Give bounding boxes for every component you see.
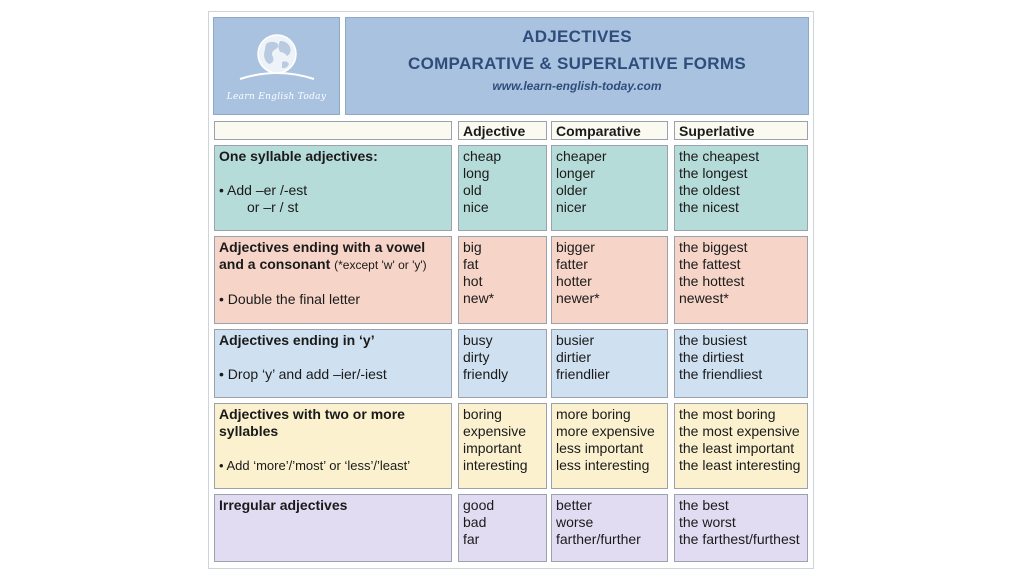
rule-text: • Drop ‘y’ and add –ier/-iest <box>219 366 387 382</box>
word: the best <box>679 497 729 513</box>
comparative-cell <box>551 329 668 398</box>
word: important <box>463 440 522 456</box>
comparative-cell <box>551 145 668 231</box>
word: nice <box>463 199 489 215</box>
adjective-cell <box>458 329 547 398</box>
word: hotter <box>556 273 592 289</box>
word: busier <box>556 332 595 348</box>
header-adjective: Adjective <box>458 121 547 140</box>
comparative-cell <box>551 494 668 562</box>
word: more expensive <box>556 423 655 439</box>
word: the busiest <box>679 332 747 348</box>
title-banner <box>345 17 809 115</box>
superlative-cell <box>674 494 808 562</box>
rule-text: • Add ‘more’/’most’ or ‘less’/’least’ <box>219 458 411 473</box>
word: friendlier <box>556 366 610 382</box>
word: bigger <box>556 239 595 255</box>
rule-label: Adjectives ending with a vowel <box>219 239 426 255</box>
rule-text: • Double the final letter <box>219 291 361 307</box>
superlative-cell <box>674 236 808 324</box>
rule-label: and a consonant <box>219 256 331 272</box>
comparative-cell <box>551 403 668 489</box>
word: fat <box>463 256 479 272</box>
word: friendly <box>463 366 509 382</box>
word: the farthest/furthest <box>679 531 800 547</box>
rule-label: Adjectives with two or more <box>219 406 405 422</box>
word: older <box>556 182 588 198</box>
word: the oldest <box>679 182 740 198</box>
page-subtitle: COMPARATIVE & SUPERLATIVE FORMS <box>408 54 746 73</box>
rule-label: Adjectives ending in ‘y’ <box>219 332 375 348</box>
word: the fattest <box>679 256 741 272</box>
word: big <box>463 239 482 255</box>
superlative-cell <box>674 403 808 489</box>
page-title: ADJECTIVES <box>522 27 632 46</box>
word: cheap <box>463 148 502 164</box>
word: the dirtiest <box>679 349 744 365</box>
rule-cell-one-syllable <box>214 145 452 231</box>
word: the least important <box>679 440 795 456</box>
word: nicer <box>556 199 587 215</box>
logo-text: Learn English Today <box>226 92 327 102</box>
word: better <box>556 497 592 513</box>
header-comparative: Comparative <box>551 121 668 140</box>
rule-label: Irregular adjectives <box>219 497 348 513</box>
comparative-cell <box>551 236 668 324</box>
rule-label: syllables <box>219 423 279 439</box>
word: boring <box>463 406 502 422</box>
word: newer* <box>556 290 600 306</box>
word: expensive <box>463 423 527 439</box>
word: less important <box>556 440 644 456</box>
word: the hottest <box>679 273 745 289</box>
word: old <box>463 182 482 198</box>
grammar-chart <box>208 11 814 569</box>
rule-cell-irregular <box>214 494 452 562</box>
rule-cell-two-syllables <box>214 403 452 489</box>
word: newest* <box>679 290 729 306</box>
rule-label: One syllable adjectives: <box>219 148 378 164</box>
word: the longest <box>679 165 748 181</box>
adjective-cell <box>458 403 547 489</box>
rule-text: or –r / st <box>247 199 299 215</box>
adjective-cell <box>458 236 547 324</box>
word: the friendliest <box>679 366 763 382</box>
word: fatter <box>556 256 588 272</box>
header-empty-cell <box>214 121 452 140</box>
word: good <box>463 497 495 513</box>
word: the most expensive <box>679 423 800 439</box>
rule-cell-ending-y <box>214 329 452 398</box>
word: the least interesting <box>679 457 801 473</box>
word: busy <box>463 332 493 348</box>
rule-note: (*except 'w' or 'y') <box>334 258 427 272</box>
word: interesting <box>463 457 528 473</box>
word: worse <box>556 514 594 530</box>
word: cheaper <box>556 148 607 164</box>
word: dirtier <box>556 349 592 365</box>
word: new* <box>463 290 495 306</box>
word: bad <box>463 514 487 530</box>
word: longer <box>556 165 595 181</box>
word: the worst <box>679 514 736 530</box>
rule-cell-vowel-consonant <box>214 236 452 324</box>
rule-text: • Add –er /-est <box>219 182 308 198</box>
globe-icon <box>214 24 341 94</box>
word: dirty <box>463 349 490 365</box>
adjective-cell <box>458 145 547 231</box>
word: the cheapest <box>679 148 760 164</box>
word: long <box>463 165 490 181</box>
adjective-cell <box>458 494 547 562</box>
header-superlative: Superlative <box>674 121 808 140</box>
logo <box>213 17 340 115</box>
word: far <box>463 531 480 547</box>
superlative-cell <box>674 145 808 231</box>
word: the nicest <box>679 199 739 215</box>
word: farther/further <box>556 531 641 547</box>
word: the most boring <box>679 406 776 422</box>
superlative-cell <box>674 329 808 398</box>
word: more boring <box>556 406 631 422</box>
website-url: www.learn-english-today.com <box>492 79 662 93</box>
word: less interesting <box>556 457 650 473</box>
word: the biggest <box>679 239 748 255</box>
word: hot <box>463 273 483 289</box>
